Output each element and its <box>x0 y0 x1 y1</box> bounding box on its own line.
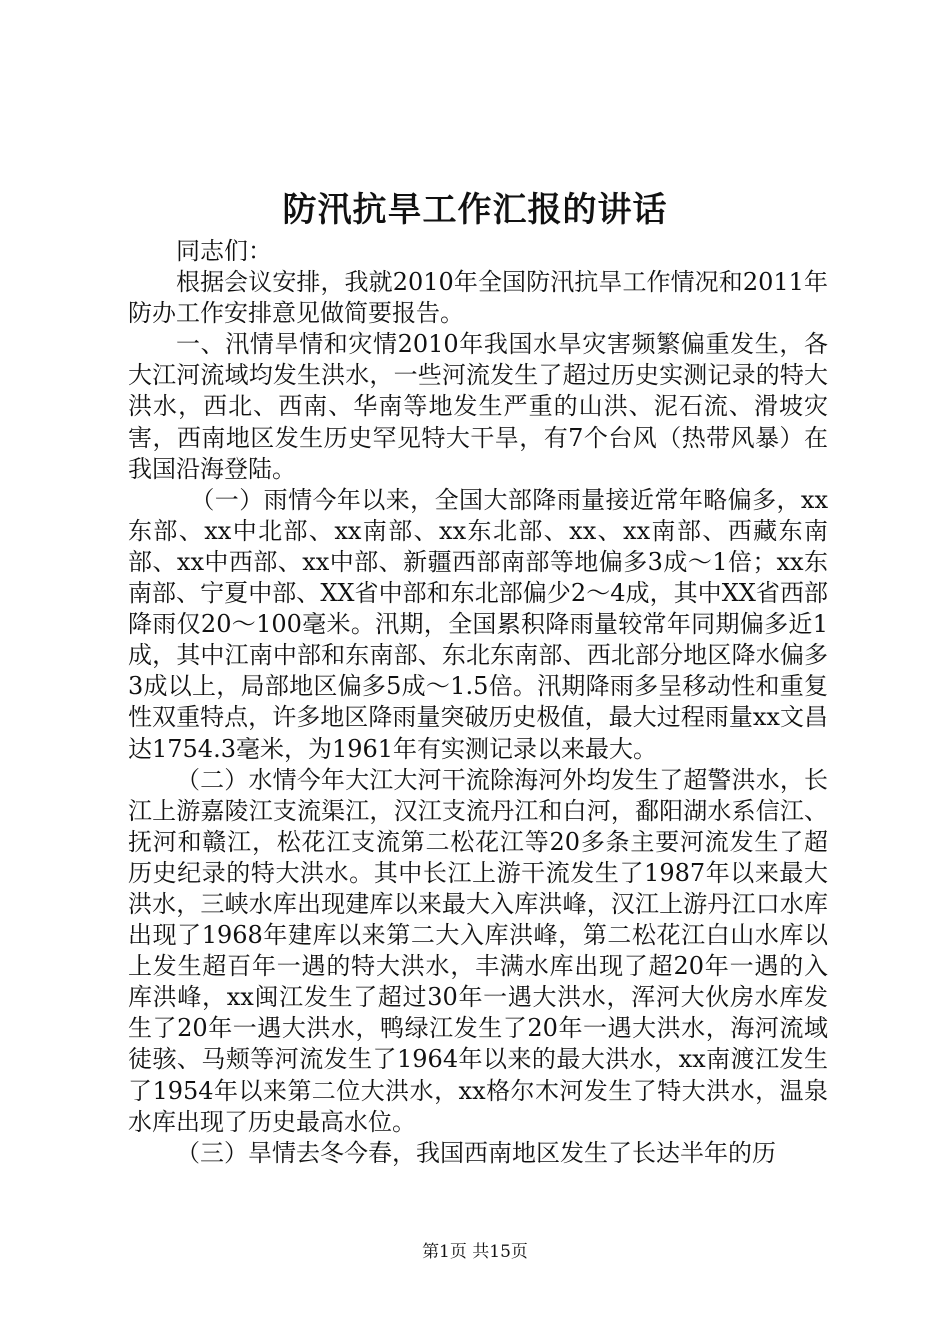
salutation-paragraph: 同志们： <box>176 237 272 265</box>
section-1-paragraph: 一、汛情旱情和灾情2010年我国水旱灾害频繁偏重发生，各大江河流域均发生洪水，一些河流发生了超过历史实测记录的特大洪水，西北、西南、华南等地发生严重的山洪、泥石流、滑坡灾害，西南地区发生历史罕见特大干旱，有7个台风（热带风暴）在我国沿海登陆。 <box>128 330 828 483</box>
drought-paragraph: （三）旱情去冬今春，我国西南地区发生了长达半年的历 <box>176 1138 776 1167</box>
intro-paragraph: 根据会议安排，我就2010年全国防汛抗旱工作情况和2011年防办工作安排意见做简要报告。 <box>128 268 828 328</box>
rainfall-paragraph: （一）雨情今年以来，全国大部降雨量接近常年略偏多，xx东部、xx中北部、xx南部、xx东北部、xx、xx南部、西藏东南部、xx中西部、xx中部、新疆西部南部等地偏多3成～1倍；xx东南部、宁夏中部、XX省中部和东北部偏少2～4成，其中XX省西部降雨仅20～100毫米。汛期，全国累积降雨量较常年同期偏多近1成，其中江南中部和东南部、东北东南部、西北部分地区降水偏多3成以上，局部地区偏多5成～1.5倍。汛期降雨多呈移动性和重复性双重特点，许多地区降雨量突破历史极值，最大过程雨量xx文昌达1754.3毫米，为1961年有实测记录以来最大。 <box>128 485 828 763</box>
document-title: 防汛抗旱工作汇报的讲话 <box>282 190 668 230</box>
water-regime-paragraph: （二）水情今年大江大河干流除海河外均发生了超警洪水，长江上游嘉陵江支流渠江，汉江支流丹江和白河，鄱阳湖水系信江、抚河和赣江，松花江支流第二松花江等20多条主要河流发生了超历史纪录的特大洪水。其中长江上游干流发生了1987年以来最大洪水，三峡水库出现建库以来最大入库洪峰，汉江上游丹江口水库出现了1968年建库以来第二大入库洪峰，第二松花江白山水库以上发生超百年一遇的特大洪水，丰满水库出现了超20年一遇的入库洪峰，xx闽江发生了超过30年一遇大洪水，浑河大伙房水库发生了20年一遇大洪水，鸭绿江发生了20年一遇大洪水，海河流域徒骇、马颊等河流发生了1964年以来的最大洪水，xx南渡江发生了1954年以来第二位大洪水，xx格尔木河发生了特大洪水，温泉水库出现了历史最高水位。 <box>128 765 828 1136</box>
document-body <box>128 236 828 1169</box>
page-number-footer: 第1页 共15页 <box>422 1242 528 1262</box>
